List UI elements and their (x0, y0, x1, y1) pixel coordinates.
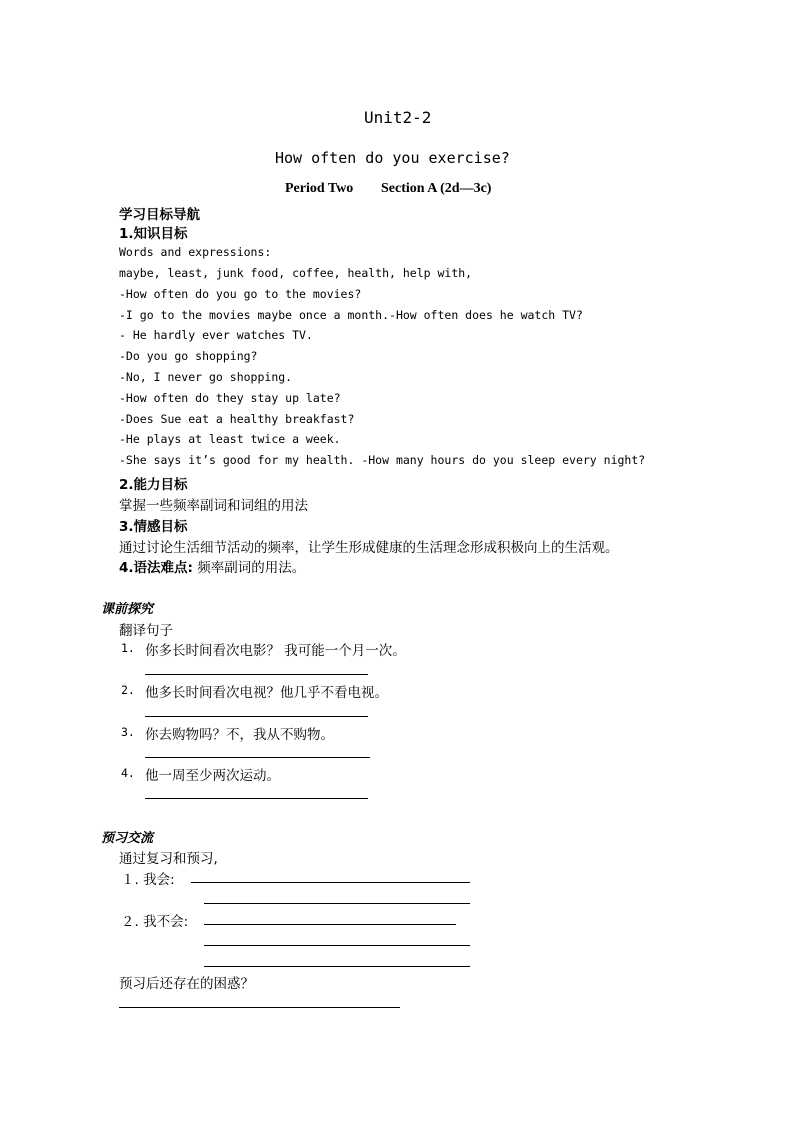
goals-heading: 学习目标导航 (119, 207, 200, 223)
expression-line: -No, I never go shopping. (119, 370, 293, 384)
answer-line[interactable] (191, 882, 470, 883)
answer-line[interactable] (204, 966, 470, 967)
item-number: 4. (121, 766, 135, 780)
answer-line[interactable] (204, 903, 470, 904)
answer-line[interactable] (204, 945, 470, 946)
unit-title: Unit2-2 (364, 108, 432, 127)
expression-line: -He plays at least twice a week. (119, 432, 341, 446)
translate-sentence: 他一周至少两次运动。 (145, 768, 280, 784)
expression-line: -How often do you go to the movies? (119, 287, 362, 301)
expression-line: -She says it’s good for my health. -How many hours do you sleep every night? (119, 453, 646, 467)
remaining-question: 预习后还存在的困惑？ (119, 976, 254, 992)
answer-line[interactable] (145, 716, 368, 717)
ability-heading: 2.能力目标 (119, 477, 188, 493)
expression-line: - He hardly ever watches TV. (119, 328, 313, 342)
expression-line: -Do you go shopping? (119, 349, 258, 363)
answer-line[interactable] (145, 757, 370, 758)
grammar-text: 频率副词的用法。 (197, 560, 306, 576)
expression-line: -Does Sue eat a healthy breakfast? (119, 412, 355, 426)
preview-heading: 课前探究 (101, 602, 154, 617)
exchange-heading: 预习交流 (101, 831, 154, 846)
item-number: 2. (121, 683, 135, 697)
words-intro: Words and expressions: (119, 245, 272, 259)
expression-line: maybe, least, junk food, coffee, health, help with, (119, 266, 473, 280)
ability-text: 掌握一些频率副词和词组的用法 (119, 498, 308, 514)
emotion-heading: 3.情感目标 (119, 519, 188, 535)
answer-line[interactable] (119, 1007, 400, 1008)
grammar-label: 4.语法难点: (119, 560, 193, 576)
knowledge-heading: 1.知识目标 (119, 226, 188, 242)
answer-line[interactable] (204, 924, 456, 925)
translate-sentence: 你去购物吗？不，我从不购物。 (145, 727, 334, 743)
expression-line: -How often do they stay up late? (119, 391, 341, 405)
section-label: Section A (2d—3c) (381, 181, 492, 196)
emotion-text: 通过讨论生活细节活动的频率，让学生形成健康的生活理念形成积极向上的生活观。 (119, 540, 619, 556)
can-label: １. 我会: (121, 872, 175, 888)
item-number: 1. (121, 641, 135, 655)
lesson-title: How often do you exercise? (275, 149, 510, 167)
preview-instruction: 翻译句子 (119, 623, 173, 639)
translate-sentence: 你多长时间看次电影？ 我可能一个月一次。 (145, 643, 406, 659)
grammar-row (119, 556, 305, 576)
item-number: 3. (121, 725, 135, 739)
answer-line[interactable] (145, 798, 368, 799)
expression-line: -I go to the movies maybe once a month.-How often does he watch TV? (119, 308, 583, 322)
translate-sentence: 他多长时间看次电视？他几乎不看电视。 (145, 685, 388, 701)
cannot-label: ２. 我不会: (121, 914, 189, 930)
period-label: Period Two (285, 181, 354, 196)
answer-line[interactable] (145, 674, 368, 675)
exchange-intro: 通过复习和预习, (119, 851, 218, 867)
